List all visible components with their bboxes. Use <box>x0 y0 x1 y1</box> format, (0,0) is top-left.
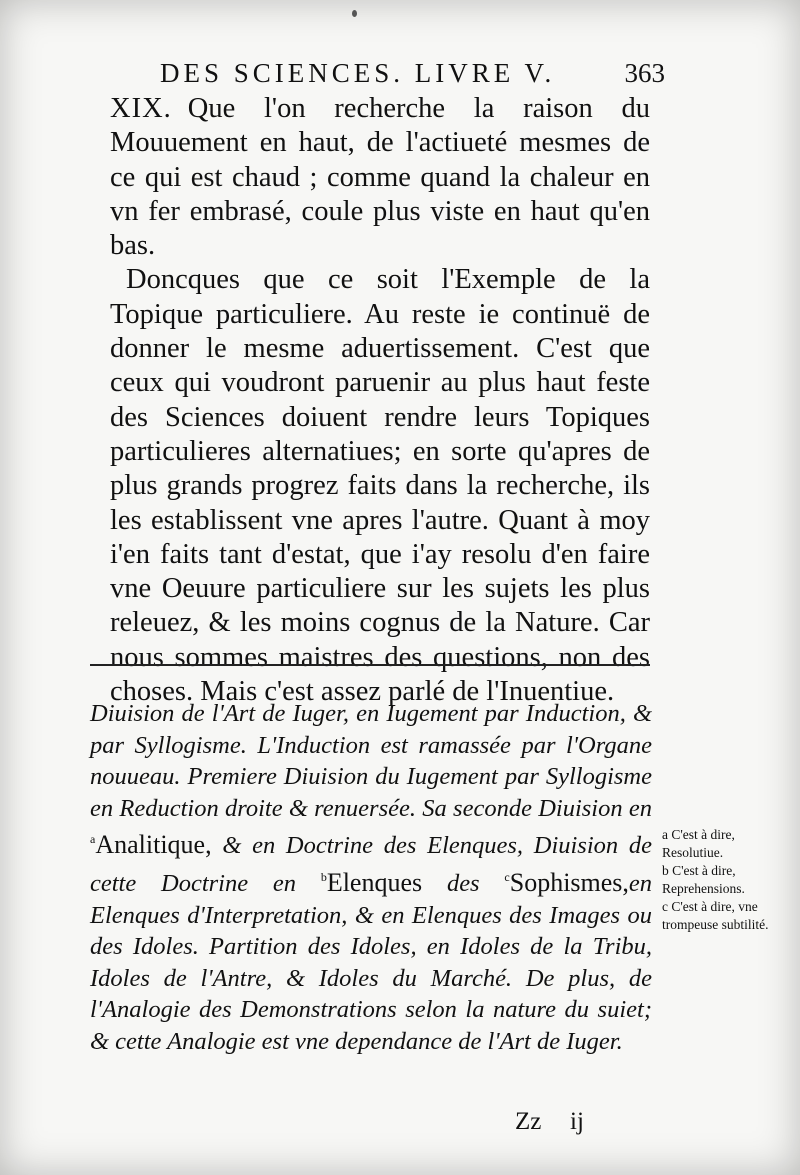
term-elenques: Elenques <box>326 867 423 897</box>
section-label: XIX. <box>110 93 172 124</box>
chapter-summary <box>90 698 652 1058</box>
signature-mark: Zz <box>515 1108 542 1135</box>
note-marker-a: a <box>90 832 96 847</box>
running-title: DES SCIENCES. LIVRE V. <box>160 58 556 88</box>
note-marker-c: c <box>504 869 510 884</box>
section-divider <box>90 664 650 666</box>
summary-part-2: & en Doctrine des Elenques, Diuision de cette Doctrine en <box>90 832 652 897</box>
summary-part-4: en Elenques d'Interpretation, & en Elenques des Images ou des Idoles. Partition des Idoles, en Idoles de la Tribu, Idoles de l'Antre, & Idoles du Marché. De plus, de l'Analogie des Demonstrations selon la nature du suiet; & cette Analogie est vne dependance de l'Art de Iuger. <box>90 869 653 1055</box>
paragraph-xix-text: Que l'on recherche la raison du Mouuement en haut, de l'actiueté mesmes de ce qui est chaud ; comme quand la chaleur en vn fer embrasé, coule plus viste en haut qu'en bas. <box>110 93 650 262</box>
term-analitique: Analitique, <box>95 830 212 860</box>
summary-part-3: des <box>446 869 480 897</box>
note-marker-b: b <box>320 869 327 884</box>
signature-number: ij <box>570 1108 584 1135</box>
margin-note-a: a C'est à dire, Resolutiue. <box>662 827 735 860</box>
margin-note-b: b C'est à dire, Reprehensions. <box>662 863 745 896</box>
paragraph-xix <box>110 92 650 263</box>
summary-part-1: Diuision de l'Art de Iuger, en Iugement par Induction, & par Syllogisme. L'Induction est ramassée par l'Organe nouueau. Premiere Diuision du Iugement par Syllogisme en Reduction droite & renuersée. Sa seconde Diuision en <box>90 700 652 822</box>
term-sophismes: Sophismes, <box>509 867 629 897</box>
margin-note-c: c C'est à dire, vne trompeuse subtilité. <box>662 899 769 932</box>
ink-speck <box>352 10 357 17</box>
page-number: 363 <box>624 58 665 88</box>
margin-notes <box>662 826 782 934</box>
main-text-block <box>110 92 650 709</box>
paragraph-topique: Doncques que ce soit l'Exemple de la Topique particuliere. Au reste ie continuë de donner le mesme aduertissement. C'est que ceux qui voudront paruenir au plus haut feste des Sciences doiuent rendre leurs Topiques particulieres alternatiues; en sorte qu'apres de plus grands progrez faits dans la recherche, ils les establissent vne apres l'autre. Quant à moy i'en faits tant d'estat, que i'ay resolu d'en faire vne Oeuure particuliere sur les sujets les plus releuez, & les moins cognus de la Nature. Car nous sommes maistres des questions, non des choses. Mais c'est assez parlé de l'Inuentiue. <box>110 264 650 708</box>
summary-text <box>90 698 652 1058</box>
